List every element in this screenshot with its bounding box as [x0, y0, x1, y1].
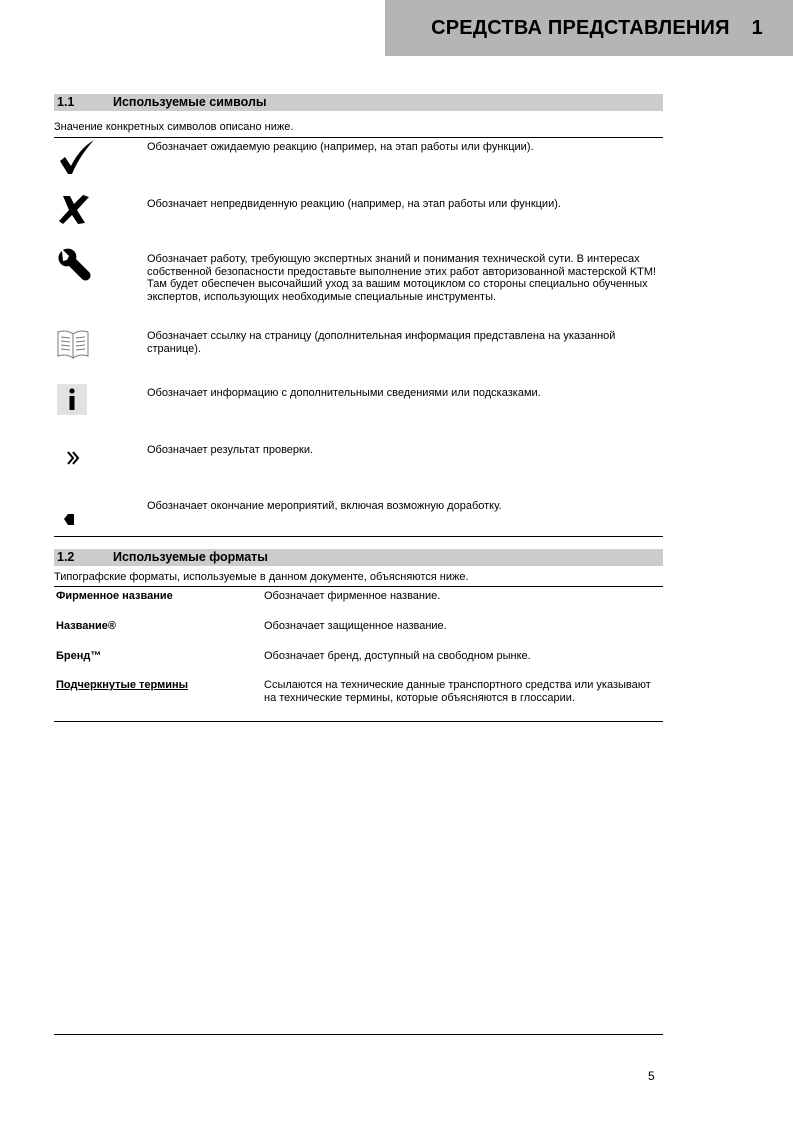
- wrench-icon: [54, 248, 98, 288]
- divider: [54, 721, 663, 722]
- section-intro: Типографские форматы, используемые в данном документе, объясняются ниже.: [54, 571, 469, 583]
- page-number: 5: [648, 1069, 655, 1083]
- divider: [54, 137, 663, 138]
- divider: [54, 586, 663, 587]
- format-description: Обозначает фирменное название.: [264, 590, 441, 602]
- format-term: Бренд™: [56, 650, 102, 662]
- symbol-description: Обозначает работу, требующую экспертных знаний и понимания технической сути. В интересах собственной безопасности предоставьте выполнение этих работ авторизованной мастерской KTM! Там будет обеспечен высочайший уход за вашим мотоциклом со стороны специально обученных экспертов, использующих необходимые специальные инструменты.: [147, 253, 657, 303]
- symbol-description: Обозначает ссылку на страницу (дополнительная информация представлена на указанной странице).: [147, 330, 616, 355]
- section-title: Используемые символы: [113, 95, 267, 109]
- chapter-header: [385, 0, 793, 56]
- symbol-description: Обозначает результат проверки.: [147, 444, 314, 456]
- section-title: Используемые форматы: [113, 550, 268, 564]
- double-chevron-icon: [54, 440, 98, 480]
- section-heading-symbols: [54, 94, 663, 111]
- book-icon: [54, 327, 98, 367]
- footer-rule: [54, 1034, 663, 1035]
- checkmark-icon: [54, 138, 98, 178]
- section-number: 1.1: [57, 95, 75, 109]
- format-term: Подчеркнутые термины: [56, 679, 189, 691]
- symbol-description: Обозначает непредвиденную реакцию (например, на этап работы или функции).: [147, 198, 561, 210]
- end-marker-icon: [54, 497, 98, 537]
- symbol-description: Обозначает окончание мероприятий, включая возможную доработку.: [147, 500, 502, 512]
- info-icon: [54, 382, 98, 422]
- cross-icon: [54, 192, 98, 232]
- symbol-description: Обозначает ожидаемую реакцию (например, на этап работы или функции).: [147, 141, 534, 153]
- chapter-title: СРЕДСТВА ПРЕДСТАВЛЕНИЯ: [431, 16, 730, 39]
- format-term: Название®: [56, 620, 117, 632]
- format-term: Фирменное название: [56, 590, 173, 602]
- section-number: 1.2: [57, 550, 75, 564]
- format-description: Ссылаются на технические данные транспортного средства или указывают на технические термины, которые объясняются в глоссарии.: [264, 679, 651, 704]
- chapter-number: 1: [751, 16, 763, 39]
- format-description: Обозначает защищенное название.: [264, 620, 447, 632]
- divider: [54, 536, 663, 537]
- section-intro: Значение конкретных символов описано ниже.: [54, 121, 294, 133]
- section-heading-formats: [54, 549, 663, 566]
- symbol-description: Обозначает информацию с дополнительными сведениями или подсказками.: [147, 387, 541, 399]
- format-description: Обозначает бренд, доступный на свободном рынке.: [264, 650, 531, 662]
